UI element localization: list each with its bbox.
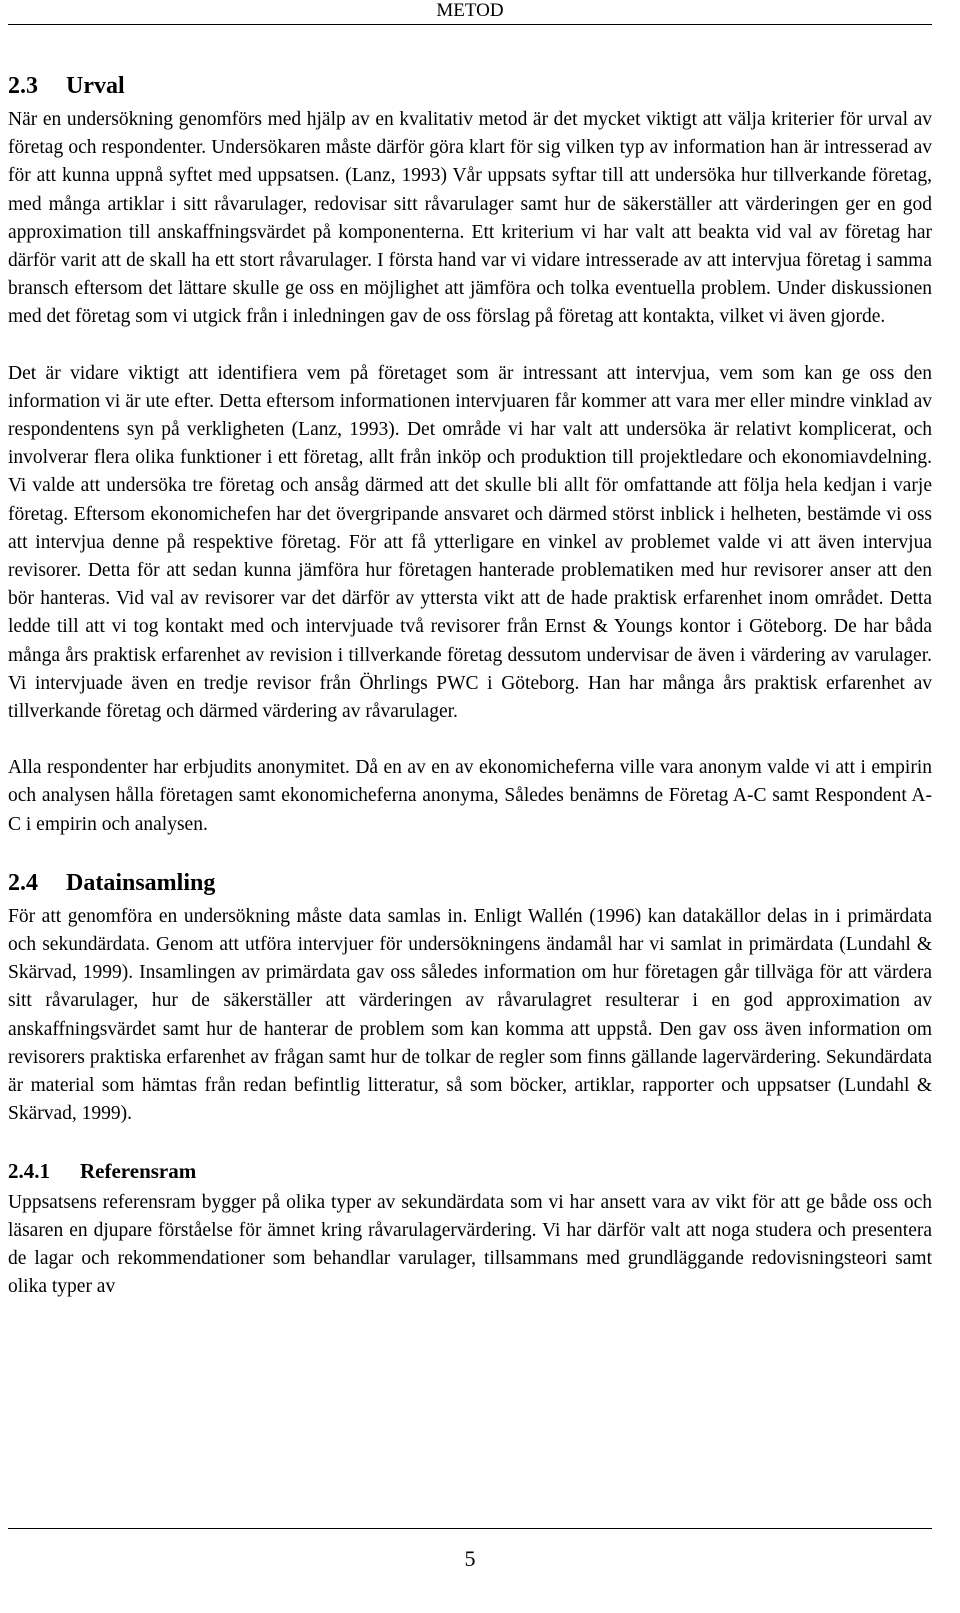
section-title: Datainsamling xyxy=(66,869,216,896)
paragraph: För att genomföra en undersökning måste data samlas in. Enligt Wallén (1996) kan datakällor delas in i primärdata och sekundärdata. Genom att utföra intervjuer för undersökningens ändamål har vi samlat in primärdata (Lundahl & Skärvad, 1999). Insamlingen av primärdata gav oss således information om hur företagen går tillväga för att värdera sitt råvarulager, hur de säkerställer att värderingen av råvarulagret resulterar i en god approximation av anskaffningsvärdet samt hur de hanterar de problem som kan komma att uppstå. Den gav oss även information om revisorers praktiska erfarenhet av frågan samt hur de tolkar de regler som finns gällande lagervärdering. Sekundärdata är material som hämtas från redan befintlig litteratur, så som böcker, artiklar, rapporter och uppsatser (Lundahl & Skärvad, 1999). xyxy=(8,905,932,1125)
header-rule xyxy=(8,24,932,25)
section-title: Urval xyxy=(66,73,125,99)
subsection-heading-referensram xyxy=(8,1155,932,1187)
paragraph: Det är vidare viktigt att identifiera vem på företaget som är intressant att intervjua, vem som kan ge oss den information vi är ute efter. Detta eftersom informationen intervjuaren får kommer att vara mer eller mindre vinklad av respondentens syn på verkligheten (Lanz, 1993). Det område vi har valt att undersöka är relativt komplicerat, och involverar flera olika funktioner i ett företag, allt från inköp och produktion till projektledare och ekonomiavdelning. Vi valde att undersöka tre företag och ansåg därmed att det skulle bli allt för omfattande att följa hela kedjan i varje företag. Eftersom ekonomichefen har det övergripande ansvaret och därmed störst inblick i helheten, bestämde vi oss att intervjua denne på respektive företag. För att få ytterligare en vinkel av problemet valde vi att även intervjua revisorer. Detta för att sedan kunna jämföra hur företagen hanterade problematiken med hur revisorer anser att den bör hanteras. Vid val av revisorer var det därför av yttersta vikt att de hade praktisk erfarenhet inom området. Detta ledde till att vi tog kontakt med och intervjuade två revisorer från Ernst & Youngs kontor i Göteborg. De har båda många års praktisk erfarenhet av revision i tillverkande företag dessutom undervisar de även i värdering av varulager. Vi intervjuade även en tredje revisor från Öhrlings PWC i Göteborg. Han har många års praktisk erfarenhet av tillverkande företag och därmed värdering av råvarulager. xyxy=(8,362,932,723)
section-heading-datainsamling xyxy=(8,865,932,901)
subsection-title: Referensram xyxy=(80,1158,197,1183)
page-body xyxy=(8,68,932,1301)
paragraph: Uppsatsens referensram bygger på olika typer av sekundärdata som vi har ansett vara av vikt för att ge både oss och läsaren en djupare förståelse för ämnet kring råvarulagervärdering. Vi har därför valt att noga studera och presentera de lagar och rekommendationer som behandlar varulager, tillsammans med grundläggande redovisningsteori samt olika typer av xyxy=(8,1191,932,1298)
footer-rule xyxy=(8,1528,932,1529)
section-number: 2.3 xyxy=(8,73,38,99)
paragraph: När en undersökning genomförs med hjälp av en kvalitativ metod är det mycket viktigt att välja kriterier för urval av företag och respondenter. Undersökaren måste därför göra klart för sig vilken typ av information han är intresserad av för att kunna uppnå syftet med uppsatsen. (Lanz, 1993) Vår uppsats syftar till att undersöka hur tillverkande företag, med många artiklar i sitt råvarulager, redovisar sitt råvarulager samt hur de säkerställer att värderingen ger en god approximation till anskaffningsvärdet på komponenterna. Ett kriterium vi har valt att beakta vid val av företag har därför varit att de skall ha ett stort råvarulager. I första hand var vi vidare intresserade av att intervjua företag i samma bransch eftersom det lättare skulle ge oss en möjlighet att jämföra och tolka eventuella problem. Under diskussionen med det företag som vi utgick från i inledningen gav de oss förslag på företag att kontakta, vilket vi även gjorde. xyxy=(8,109,932,328)
running-header: METOD xyxy=(436,0,504,21)
page-number: 5 xyxy=(464,1546,476,1571)
section-heading-urval xyxy=(8,68,932,104)
section-number: 2.4 xyxy=(8,869,38,896)
subsection-number: 2.4.1 xyxy=(8,1158,50,1183)
paragraph: Alla respondenter har erbjudits anonymitet. Då en av en av ekonomicheferna ville vara anonym valde vi att i empirin och analysen hålla företagen samt ekonomicheferna anonyma, Således benämns de Företag A-C samt Respondent A-C i empirin och analysen. xyxy=(8,757,932,835)
